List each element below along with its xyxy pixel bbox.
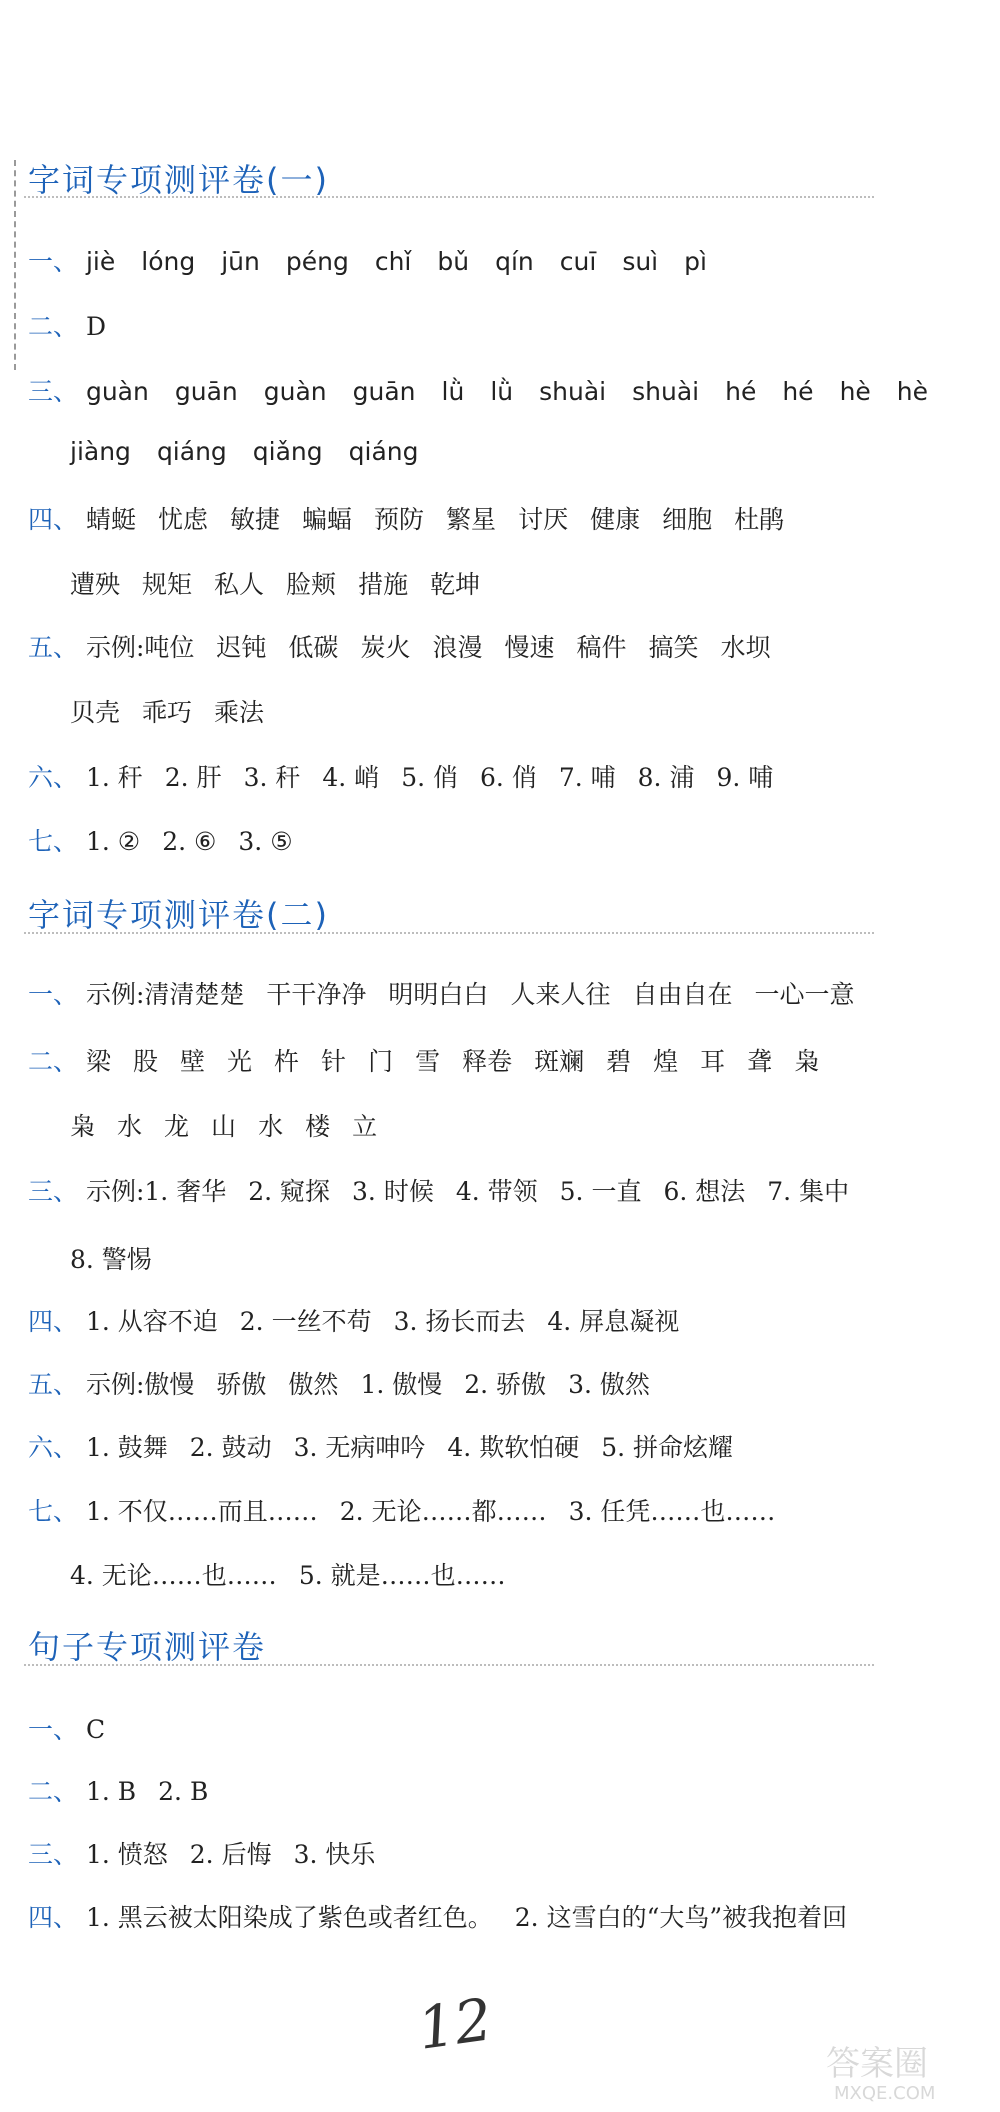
- answer-item: 6. 俏: [480, 763, 537, 792]
- answer-item: 梁: [85, 1047, 111, 1076]
- answer-item: C: [85, 1715, 106, 1744]
- section-rule-3: [24, 1664, 874, 1666]
- item-marker: 六、: [28, 1433, 79, 1462]
- answer-item: 聋: [747, 1047, 773, 1076]
- answer-item: 3. 傲然: [568, 1370, 650, 1399]
- item-marker: 三、: [28, 1840, 79, 1869]
- answer-item: 骄傲: [216, 1370, 267, 1399]
- answer-item: 2. 这雪白的“大鸟”被我抱着回: [514, 1903, 848, 1932]
- watermark-title: 答案圈: [826, 2044, 928, 2084]
- answer-item: 2. ⑥: [162, 827, 217, 856]
- answer-item: 自由自在: [632, 980, 733, 1009]
- answer-item: 2. 窥探: [248, 1177, 331, 1206]
- answer-item: 股: [132, 1047, 158, 1076]
- s1-row-2: [28, 307, 128, 347]
- answer-item: 煌: [653, 1047, 679, 1076]
- s1-row-3: [28, 372, 954, 412]
- s1-row-4-cont: [70, 565, 502, 605]
- answer-item: 释卷: [462, 1047, 513, 1076]
- answer-item: 2. 鼓动: [189, 1433, 272, 1462]
- s3-row-1: [28, 1710, 127, 1750]
- answer-item: 迟钝: [216, 633, 267, 662]
- answer-item: 5. 就是……也……: [298, 1561, 506, 1590]
- answer-item: 干干净净: [266, 980, 367, 1009]
- answer-item: suì: [622, 247, 659, 276]
- answer-item: bǔ: [437, 247, 470, 276]
- answer-item: 1. 鼓舞: [85, 1433, 168, 1462]
- answer-item: 3. 快乐: [293, 1840, 376, 1869]
- answer-item: 针: [321, 1047, 347, 1076]
- answer-item: 3. ⑤: [238, 827, 293, 856]
- answer-item: 忧虑: [157, 505, 208, 534]
- answer-item: 1. 黑云被太阳染成了紫色或者红色。: [85, 1903, 493, 1932]
- answer-item: 7. 集中: [767, 1177, 850, 1206]
- item-marker: 一、: [28, 980, 79, 1009]
- s2-row-5: [28, 1365, 672, 1405]
- answer-item: 1. B: [85, 1777, 137, 1806]
- s2-row-3: [28, 1172, 871, 1212]
- answer-item: 8. 警惕: [70, 1245, 152, 1274]
- s2-row-2: [28, 1042, 841, 1082]
- s3-row-4: [28, 1898, 869, 1938]
- section-title-3: 句子专项测评卷: [28, 1628, 267, 1666]
- answer-item: 1. 不仅……而且……: [85, 1497, 318, 1526]
- answer-item: 炭火: [360, 633, 411, 662]
- answer-item: 健康: [590, 505, 641, 534]
- answer-item: pì: [684, 247, 707, 276]
- answer-item: 3. 无病呻吟: [293, 1433, 426, 1462]
- answer-item: 碧: [606, 1047, 632, 1076]
- item-marker: 七、: [28, 827, 79, 856]
- item-marker: 四、: [28, 1307, 79, 1336]
- answer-item: guān: [352, 377, 416, 406]
- answer-item: 傲然: [288, 1370, 339, 1399]
- answer-item: 2. 肝: [164, 763, 222, 792]
- answer-item: shuài: [539, 377, 607, 406]
- answer-item: 示例:清清楚楚: [85, 980, 245, 1009]
- s2-row-4: [28, 1302, 701, 1342]
- answer-item: shuài: [632, 377, 700, 406]
- answer-item: 枭: [70, 1112, 96, 1141]
- answer-item: 5. 俏: [401, 763, 459, 792]
- answer-item: 立: [352, 1112, 378, 1141]
- answer-item: 繁星: [446, 505, 497, 534]
- answer-item: 水: [258, 1112, 284, 1141]
- handwritten-page-mark: 12: [413, 1985, 497, 2063]
- watermark-logo: [820, 2035, 990, 2105]
- answer-item: 1. 傲慢: [360, 1370, 443, 1399]
- answer-item: 3. 任凭……也……: [568, 1497, 776, 1526]
- answer-item: lǜ: [490, 377, 514, 406]
- answer-item: guàn: [263, 377, 327, 406]
- s2-row-1: [28, 975, 876, 1015]
- watermark-url: MXQE.COM: [834, 2083, 936, 2104]
- answer-item: 2. B: [158, 1777, 209, 1806]
- answer-item: 2. 骄傲: [464, 1370, 547, 1399]
- answer-item: 预防: [374, 505, 425, 534]
- answer-item: 措施: [358, 570, 409, 599]
- answer-item: guàn: [85, 377, 149, 406]
- answer-item: 明明白白: [388, 980, 489, 1009]
- answer-item: 耳: [700, 1047, 726, 1076]
- answer-item: 遭殃: [70, 570, 121, 599]
- answer-item: 2. 后悔: [189, 1840, 272, 1869]
- answer-item: 4. 峭: [322, 763, 380, 792]
- answer-item: 蝙蝠: [302, 505, 353, 534]
- answer-item: 人来人往: [510, 980, 611, 1009]
- answer-item: 示例:吨位: [85, 633, 195, 662]
- answer-item: 7. 哺: [558, 763, 616, 792]
- answer-item: 4. 欺软怕硬: [447, 1433, 580, 1462]
- s2-row-2-cont: [70, 1107, 399, 1147]
- answer-item: qín: [495, 247, 534, 276]
- answer-item: 蜻蜓: [85, 505, 136, 534]
- answer-item: 乖巧: [142, 698, 193, 727]
- answer-item: 光: [227, 1047, 253, 1076]
- section-rule-2: [24, 932, 874, 934]
- answer-item: chǐ: [374, 247, 412, 276]
- answer-item: 杵: [274, 1047, 300, 1076]
- answer-item: 5. 拼命炫耀: [601, 1433, 734, 1462]
- answer-item: 敏捷: [230, 505, 281, 534]
- answer-item: 讨厌: [518, 505, 569, 534]
- answer-item: hé: [782, 377, 814, 406]
- answer-item: 4. 带领: [455, 1177, 538, 1206]
- s1-row-1: [28, 242, 733, 282]
- item-marker: 六、: [28, 763, 79, 792]
- s3-row-2: [28, 1772, 230, 1812]
- answer-item: 1. ②: [85, 827, 141, 856]
- answer-item: 3. 秆: [243, 763, 301, 792]
- answer-item: 贝壳: [70, 698, 121, 727]
- answer-item: 1. 从容不迫: [85, 1307, 218, 1336]
- answer-item: 4. 屏息凝视: [547, 1307, 680, 1336]
- item-marker: 四、: [28, 505, 79, 534]
- answer-item: 2. 无论……都……: [339, 1497, 547, 1526]
- answer-item: 枭: [794, 1047, 820, 1076]
- answer-item: 斑斓: [534, 1047, 585, 1076]
- answer-item: 慢速: [504, 633, 555, 662]
- answer-item: 1. 秆: [85, 763, 143, 792]
- answer-item: 3. 时候: [352, 1177, 434, 1206]
- item-marker: 三、: [28, 1177, 79, 1206]
- answer-item: 搞笑: [648, 633, 699, 662]
- answer-item: 6. 想法: [663, 1177, 746, 1206]
- answer-item: lóng: [141, 247, 196, 276]
- answer-item: 5. 一直: [559, 1177, 642, 1206]
- answer-item: hè: [896, 377, 929, 406]
- answer-item: 门: [368, 1047, 394, 1076]
- answer-item: 龙: [164, 1112, 190, 1141]
- answer-item: 示例:傲慢: [85, 1370, 195, 1399]
- item-marker: 三、: [28, 377, 79, 406]
- s1-row-5: [28, 628, 793, 668]
- answer-item: lǜ: [441, 377, 465, 406]
- s1-row-3-cont: [70, 437, 445, 477]
- item-marker: 一、: [28, 247, 79, 276]
- item-marker: 五、: [28, 1370, 79, 1399]
- answer-item: 乾坤: [430, 570, 481, 599]
- answer-item: 壁: [180, 1047, 206, 1076]
- s1-row-4: [28, 500, 806, 540]
- answer-item: hé: [725, 377, 757, 406]
- answer-item: 水坝: [720, 633, 771, 662]
- answer-item: 脸颊: [286, 570, 337, 599]
- section-rule-1: [24, 196, 874, 198]
- answer-item: 4. 无论……也……: [70, 1561, 277, 1590]
- item-marker: 二、: [28, 312, 79, 341]
- answer-item: jūn: [221, 247, 260, 276]
- s1-row-7: [28, 822, 315, 862]
- answer-item: qiáng: [156, 437, 227, 466]
- left-margin-line: [14, 160, 16, 370]
- answer-item: 私人: [214, 570, 265, 599]
- item-marker: 二、: [28, 1777, 79, 1806]
- answer-item: 低碳: [288, 633, 339, 662]
- s1-row-5-cont: [70, 693, 286, 733]
- item-marker: 一、: [28, 1715, 79, 1744]
- item-marker: 四、: [28, 1903, 79, 1932]
- answer-item: 楼: [305, 1112, 331, 1141]
- answer-item: 示例:1. 奢华: [85, 1177, 227, 1206]
- s1-row-6: [28, 758, 795, 798]
- answer-item: guān: [174, 377, 238, 406]
- s2-row-3-cont: [70, 1240, 174, 1280]
- answer-item: D: [85, 312, 107, 341]
- answer-item: jiàng: [70, 437, 131, 466]
- answer-item: 杜鹃: [734, 505, 785, 534]
- answer-item: péng: [285, 247, 349, 276]
- answer-item: 一心一意: [754, 980, 855, 1009]
- answer-item: 稿件: [576, 633, 627, 662]
- section-title-1: 字词专项测评卷(一): [28, 161, 329, 199]
- answer-item: 山: [211, 1112, 237, 1141]
- answer-item: hè: [839, 377, 871, 406]
- answer-item: cuī: [559, 247, 597, 276]
- answer-item: 规矩: [142, 570, 193, 599]
- s3-row-3: [28, 1835, 397, 1875]
- answer-item: 2. 一丝不苟: [239, 1307, 372, 1336]
- answer-item: jiè: [85, 247, 116, 276]
- answer-item: 1. 愤怒: [85, 1840, 168, 1869]
- answer-item: 8. 浦: [637, 763, 695, 792]
- item-marker: 五、: [28, 633, 79, 662]
- answer-item: qiáng: [348, 437, 419, 466]
- answer-item: 3. 扬长而去: [393, 1307, 526, 1336]
- answer-item: 浪漫: [432, 633, 483, 662]
- item-marker: 二、: [28, 1047, 79, 1076]
- s2-row-7: [28, 1492, 797, 1532]
- item-marker: 七、: [28, 1497, 79, 1526]
- answer-item: 9. 哺: [716, 763, 774, 792]
- s2-row-6: [28, 1428, 755, 1468]
- answer-item: 细胞: [662, 505, 713, 534]
- answer-item: 水: [117, 1112, 143, 1141]
- answer-item: 乘法: [214, 698, 265, 727]
- section-title-2: 字词专项测评卷(二): [28, 896, 329, 934]
- s2-row-7-cont: [70, 1556, 528, 1596]
- answer-item: qiǎng: [252, 437, 323, 466]
- answer-item: 雪: [415, 1047, 441, 1076]
